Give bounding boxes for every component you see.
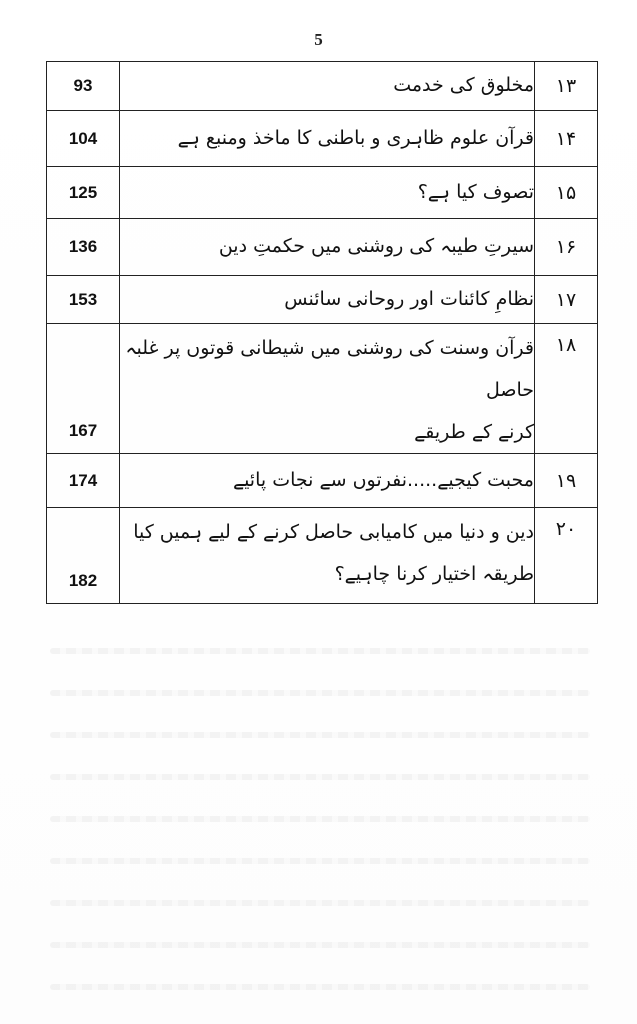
chapter-title [120,167,535,219]
chapter-number: ۱۷ [535,276,598,324]
show-through-line [50,690,590,696]
show-through-line [50,942,590,948]
page-ref: 167 [47,324,120,454]
page-ref: 153 [47,276,120,324]
page-ref: 136 [47,219,120,276]
show-through-line [50,774,590,780]
chapter-title-line: دین و دنیا میں کامیابی حاصل کرنے کے لیے ہمیں کیا [133,521,534,544]
chapter-title-line: محبت کیجیے.....نفرتوں سے نجات پائیے [232,469,534,492]
chapter-number: ۱۴ [535,111,598,167]
show-through-line [50,858,590,864]
table-row [47,324,598,454]
chapter-number: ۱۶ [535,219,598,276]
table-row [47,454,598,508]
show-through-line [50,900,590,906]
show-through-line [50,984,590,990]
chapter-title [120,508,535,604]
chapter-title [120,111,535,167]
chapter-number: ۲۰ [535,508,598,604]
chapter-title-line: قرآن وسنت کی روشنی میں شیطانی قوتوں پر غلبہ حاصل [125,337,534,401]
chapter-title-line: مخلوق کی خدمت [393,74,534,97]
page-ref: 174 [47,454,120,508]
chapter-title-line: تصوف کیا ہے؟ [417,180,534,203]
chapter-title [120,62,535,111]
page-ref: 104 [47,111,120,167]
table-row [47,167,598,219]
table-row [47,276,598,324]
page-ref: 182 [47,508,120,604]
chapter-number: ۱۳ [535,62,598,111]
chapter-title [120,454,535,508]
chapter-title-line: سیرتِ طیبہ کی روشنی میں حکمتِ دین [218,235,534,258]
table-row [47,62,598,111]
chapter-title-line: طریقہ اختیار کرنا چاہیے؟ [334,563,534,586]
chapter-number: ۱۹ [535,454,598,508]
chapter-title-line: نظامِ کائنات اور روحانی سائنس [284,287,534,310]
table-of-contents [46,61,598,604]
table-row [47,508,598,604]
page-ref: 125 [47,167,120,219]
table-row [47,219,598,276]
chapter-number: ۱۸ [535,324,598,454]
toc-body [47,62,598,604]
chapter-title [120,324,535,454]
chapter-title-line: کرنے کے طریقے [414,420,534,443]
chapter-title [120,276,535,324]
show-through-line [50,648,590,654]
table-row [47,111,598,167]
show-through-line [50,732,590,738]
chapter-title-line: قرآن علوم ظاہری و باطنی کا ماخذ ومنبع ہے [177,126,534,149]
chapter-title [120,219,535,276]
chapter-number: ۱۵ [535,167,598,219]
page-number: 5 [314,30,323,49]
show-through-line [50,816,590,822]
page-ref: 93 [47,62,120,111]
